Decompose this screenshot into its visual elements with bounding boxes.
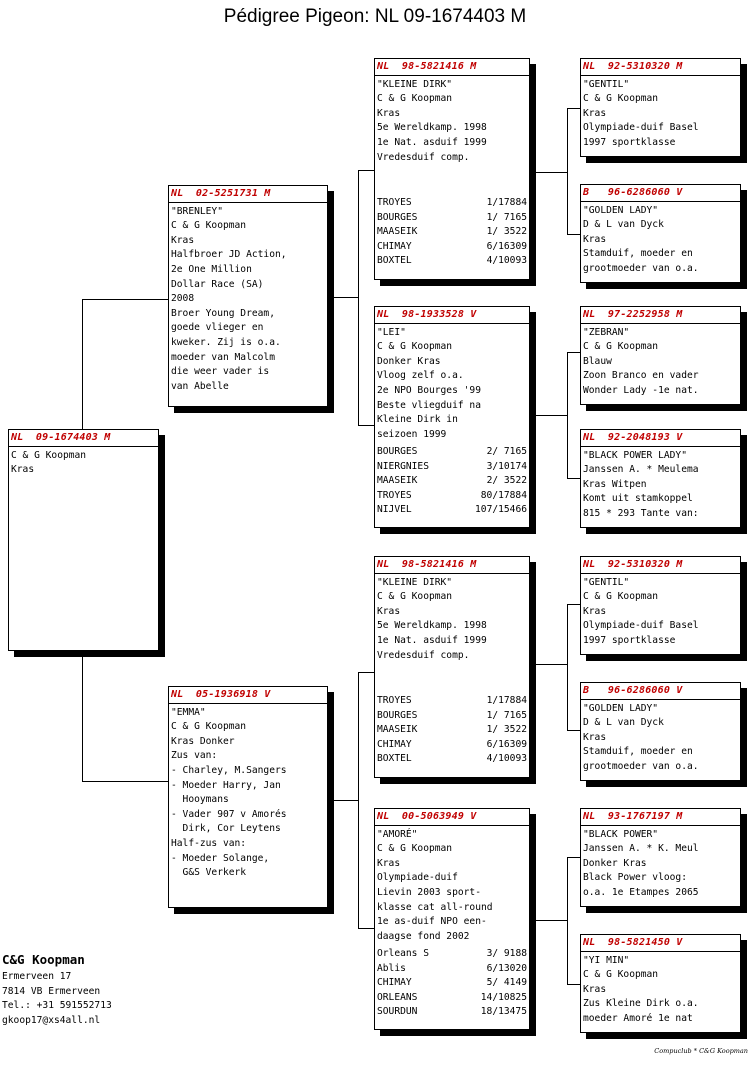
info-line: klasse cat all-round	[377, 901, 493, 913]
info-line: - Vader 907 v Amorés	[171, 808, 287, 820]
phone-line: Tel.: +31 591552713	[2, 1000, 112, 1012]
connector-line	[358, 672, 359, 928]
ring-number: NL 05-1936918 V	[169, 688, 327, 704]
connector-line	[328, 800, 358, 801]
result-row: MAASEIK 2/ 3522	[377, 475, 527, 487]
info-line: Lievin 2003 sport-	[377, 886, 481, 898]
result-row: BOXTEL 4/10093	[377, 255, 527, 267]
info-line: 1997 sportklasse	[583, 634, 676, 646]
info-line: Donker Kras	[377, 355, 441, 367]
connector-line	[530, 415, 567, 416]
info-line: "BLACK POWER LADY"	[583, 449, 687, 461]
owner-name: C&G Koopman	[2, 952, 85, 967]
result-row: CHIMAY 6/16309	[377, 240, 527, 252]
pigeon-card-mmf[interactable]	[580, 808, 741, 907]
info-line: Kras	[583, 731, 607, 743]
info-line: Broer Young Dream,	[171, 307, 275, 319]
info-line: C & G Koopman	[11, 449, 87, 461]
pigeon-card-fm[interactable]	[374, 306, 530, 528]
result-row: BOURGES 1/ 7165	[377, 211, 527, 223]
info-line: "BRENLEY"	[171, 205, 223, 217]
info-line: Olympiade-duif Basel	[583, 620, 699, 632]
ring-number: NL 92-5310320 M	[581, 558, 740, 574]
connector-line	[567, 984, 580, 985]
info-line: Kleine Dirk in	[377, 414, 458, 426]
result-row: MAASEIK 1/ 3522	[377, 226, 527, 238]
result-row: ORLEANS 14/10825	[377, 991, 527, 1003]
info-line: Stamduif, moeder en	[583, 746, 693, 758]
email-line: gkoop17@xs4all.nl	[2, 1014, 101, 1026]
info-line: Zoon Branco en vader	[583, 370, 699, 382]
info-line: "KLEINE DIRK"	[377, 78, 453, 90]
connector-line	[530, 920, 567, 921]
ring-number: NL 93-1767197 M	[581, 810, 740, 826]
address-line: 7814 VB Ermerveen	[2, 985, 101, 997]
info-line: Kras Donker	[171, 735, 235, 747]
info-line: moeder van Malcolm	[171, 351, 275, 363]
connector-line	[567, 108, 568, 234]
info-line: Vredesduif comp.	[377, 151, 470, 163]
info-line: Blauw	[583, 355, 612, 367]
connector-line	[82, 781, 168, 782]
page-title: Pédigree Pigeon: NL 09-1674403 M	[223, 6, 527, 27]
connector-line	[567, 604, 580, 605]
info-line: grootmoeder van o.a.	[583, 262, 699, 274]
ring-number: NL 97-2252958 M	[581, 308, 740, 324]
pigeon-card-father[interactable]	[168, 185, 328, 407]
ring-number: NL 00-5063949 V	[375, 810, 529, 826]
result-row: TROYES 1/17884	[377, 197, 527, 208]
ring-number: NL 92-5310320 M	[581, 60, 740, 76]
info-line: Zus Kleine Dirk o.a.	[583, 998, 699, 1010]
result-row: TROYES 1/17884	[377, 695, 527, 706]
info-line: C & G Koopman	[171, 721, 247, 733]
info-line: Olympiade-duif Basel	[583, 122, 699, 134]
info-line: C & G Koopman	[583, 341, 659, 353]
result-row: BOURGES 2/ 7165	[377, 446, 527, 457]
info-line: 1997 sportklasse	[583, 136, 676, 148]
connector-line	[567, 478, 580, 479]
info-line: C & G Koopman	[171, 220, 247, 232]
info-line: "BLACK POWER"	[583, 828, 659, 840]
info-line: Kras	[377, 857, 401, 869]
pigeon-card-mother[interactable]	[168, 686, 328, 908]
info-line: "KLEINE DIRK"	[377, 576, 453, 588]
info-line: daagse fond 2002	[377, 930, 470, 942]
connector-line	[328, 297, 358, 298]
connector-line	[567, 108, 580, 109]
info-line: Halfbroer JD Action,	[171, 249, 287, 261]
info-line: 5e Wereldkamp. 1998	[377, 122, 487, 134]
info-line: C & G Koopman	[583, 93, 659, 105]
ring-number: NL 09-1674403 M	[9, 431, 158, 447]
info-line: C & G Koopman	[583, 591, 659, 603]
connector-line	[567, 604, 568, 730]
connector-line	[567, 352, 568, 478]
info-line: Dollar Race (SA)	[171, 278, 264, 290]
info-line: Kras	[583, 233, 607, 245]
results-list	[377, 445, 529, 518]
pigeon-card-fff[interactable]	[580, 58, 741, 157]
info-line: Zus van:	[171, 750, 218, 762]
info-line: - Charley, M.Sangers	[171, 764, 287, 776]
result-row: SOURDUN 18/13475	[377, 1006, 527, 1018]
connector-line	[358, 928, 374, 929]
info-line: Olympiade-duif	[377, 872, 458, 884]
info-line: Komt uit stamkoppel	[583, 493, 693, 505]
connector-line	[567, 352, 580, 353]
info-line: 2008	[171, 293, 195, 305]
pigeon-card-mfm[interactable]	[580, 682, 741, 781]
pigeon-card-fmf[interactable]	[580, 306, 741, 405]
info-line: "GOLDEN LADY"	[583, 204, 659, 216]
result-row: Orleans S 3/ 9188	[377, 948, 527, 959]
info-line: C & G Koopman	[377, 591, 453, 603]
result-row: NIJVEL 107/15466	[377, 504, 527, 516]
pigeon-card-mff[interactable]	[580, 556, 741, 655]
info-line: seizoen 1999	[377, 428, 447, 440]
info-line: van Abelle	[171, 380, 229, 392]
info-line: D & L van Dyck	[583, 717, 664, 729]
ring-number: NL 98-5821416 M	[375, 60, 529, 76]
info-line: o.a. 1e Etampes 2065	[583, 886, 699, 898]
info-line: Vloog zelf o.a.	[377, 370, 464, 382]
info-line: D & L van Dyck	[583, 219, 664, 231]
ring-number: NL 98-1933528 V	[375, 308, 529, 324]
connector-line	[530, 664, 567, 665]
info-line: Stamduif, moeder en	[583, 248, 693, 260]
results-list	[377, 694, 529, 767]
info-line: Janssen A. * Meulema	[583, 464, 699, 476]
info-line: 815 * 293 Tante van:	[583, 507, 699, 519]
info-line: Hooymans	[171, 794, 229, 806]
result-row: Ablis 6/13020	[377, 962, 527, 974]
pigeon-card-fmm[interactable]	[580, 429, 741, 528]
info-line: die weer vader is	[171, 366, 270, 378]
ring-number: NL 98-5821416 M	[375, 558, 529, 574]
owner-address	[2, 950, 112, 1028]
address-line: Ermerveen 17	[2, 971, 72, 982]
ring-number: B 96-6286060 V	[581, 684, 740, 700]
connector-line	[567, 857, 580, 858]
info-line: 2e One Million	[171, 263, 252, 275]
connector-line	[358, 672, 374, 673]
info-line: 1e as-duif NPO een-	[377, 916, 487, 928]
info-line: Kras	[583, 605, 607, 617]
info-line: "GENTIL"	[583, 78, 630, 90]
info-line: kweker. Zij is o.a.	[171, 336, 281, 348]
info-line: "LEI"	[377, 326, 406, 338]
info-line: "YI MIN"	[583, 954, 630, 966]
info-line: "AMORÉ"	[377, 828, 418, 840]
ring-number: NL 92-2048193 V	[581, 431, 740, 447]
info-line: - Moeder Harry, Jan	[171, 779, 281, 791]
result-row: NIERGNIES 3/10174	[377, 460, 527, 472]
result-row: BOXTEL 4/10093	[377, 753, 527, 765]
connector-line	[358, 425, 374, 426]
connector-line	[567, 730, 580, 731]
pigeon-card-ffm[interactable]	[580, 184, 741, 283]
info-line: C & G Koopman	[377, 93, 453, 105]
info-line: Kras	[583, 983, 607, 995]
result-row: CHIMAY 5/ 4149	[377, 977, 527, 989]
info-line: grootmoeder van o.a.	[583, 760, 699, 772]
info-line: Kras	[583, 107, 607, 119]
info-line: Black Power vloog:	[583, 872, 687, 884]
ring-number: NL 02-5251731 M	[169, 187, 327, 203]
pigeon-card-mm[interactable]	[374, 808, 530, 1030]
result-row: CHIMAY 6/16309	[377, 738, 527, 750]
info-line: C & G Koopman	[583, 969, 659, 981]
info-line: Donker Kras	[583, 857, 647, 869]
pigeon-card-ff[interactable]	[374, 58, 530, 280]
info-line: Vredesduif comp.	[377, 649, 470, 661]
results-list	[377, 947, 529, 1020]
info-line: Half-zus van:	[171, 837, 247, 849]
info-line: - Moeder Solange,	[171, 852, 270, 864]
info-line: Dirk, Cor Leytens	[171, 823, 281, 835]
connector-line	[567, 234, 580, 235]
info-line: Beste vliegduif na	[377, 399, 481, 411]
info-line: "EMMA"	[171, 706, 206, 718]
info-line: G&S Verkerk	[171, 867, 247, 879]
connector-line	[358, 170, 374, 171]
pigeon-card-subject[interactable]	[8, 429, 159, 651]
footer-credit: Compuclub * C&G Koopman	[654, 1047, 748, 1055]
info-line: "GENTIL"	[583, 576, 630, 588]
info-line: 1e Nat. asduif 1999	[377, 136, 487, 148]
connector-line	[358, 170, 359, 425]
info-line: C & G Koopman	[377, 341, 453, 353]
info-line: C & G Koopman	[377, 843, 453, 855]
info-line: Wonder Lady -1e nat.	[583, 384, 699, 396]
results-list	[377, 196, 529, 269]
info-line: 2e NPO Bourges '99	[377, 384, 481, 396]
info-line: Kras Witpen	[583, 478, 647, 490]
info-line: 5e Wereldkamp. 1998	[377, 620, 487, 632]
result-row: TROYES 80/17884	[377, 489, 527, 501]
result-row: BOURGES 1/ 7165	[377, 709, 527, 721]
info-line: "GOLDEN LADY"	[583, 702, 659, 714]
info-line: Kras	[377, 605, 401, 617]
info-line: Kras	[377, 107, 401, 119]
info-line: moeder Amoré 1e nat	[583, 1012, 693, 1024]
pigeon-card-mmm[interactable]	[580, 934, 741, 1033]
info-line: Janssen A. * K. Meul	[583, 843, 699, 855]
connector-line	[82, 299, 168, 300]
info-line: goede vlieger en	[171, 322, 264, 334]
info-line: 1e Nat. asduif 1999	[377, 634, 487, 646]
ring-number: NL 98-5821450 V	[581, 936, 740, 952]
info-line: Kras	[11, 464, 35, 476]
info-line: "ZEBRAN"	[583, 326, 630, 338]
ring-number: B 96-6286060 V	[581, 186, 740, 202]
connector-line	[530, 172, 567, 173]
result-row: MAASEIK 1/ 3522	[377, 724, 527, 736]
info-line: Kras	[171, 234, 195, 246]
pigeon-card-mf[interactable]	[374, 556, 530, 778]
connector-line	[567, 857, 568, 984]
